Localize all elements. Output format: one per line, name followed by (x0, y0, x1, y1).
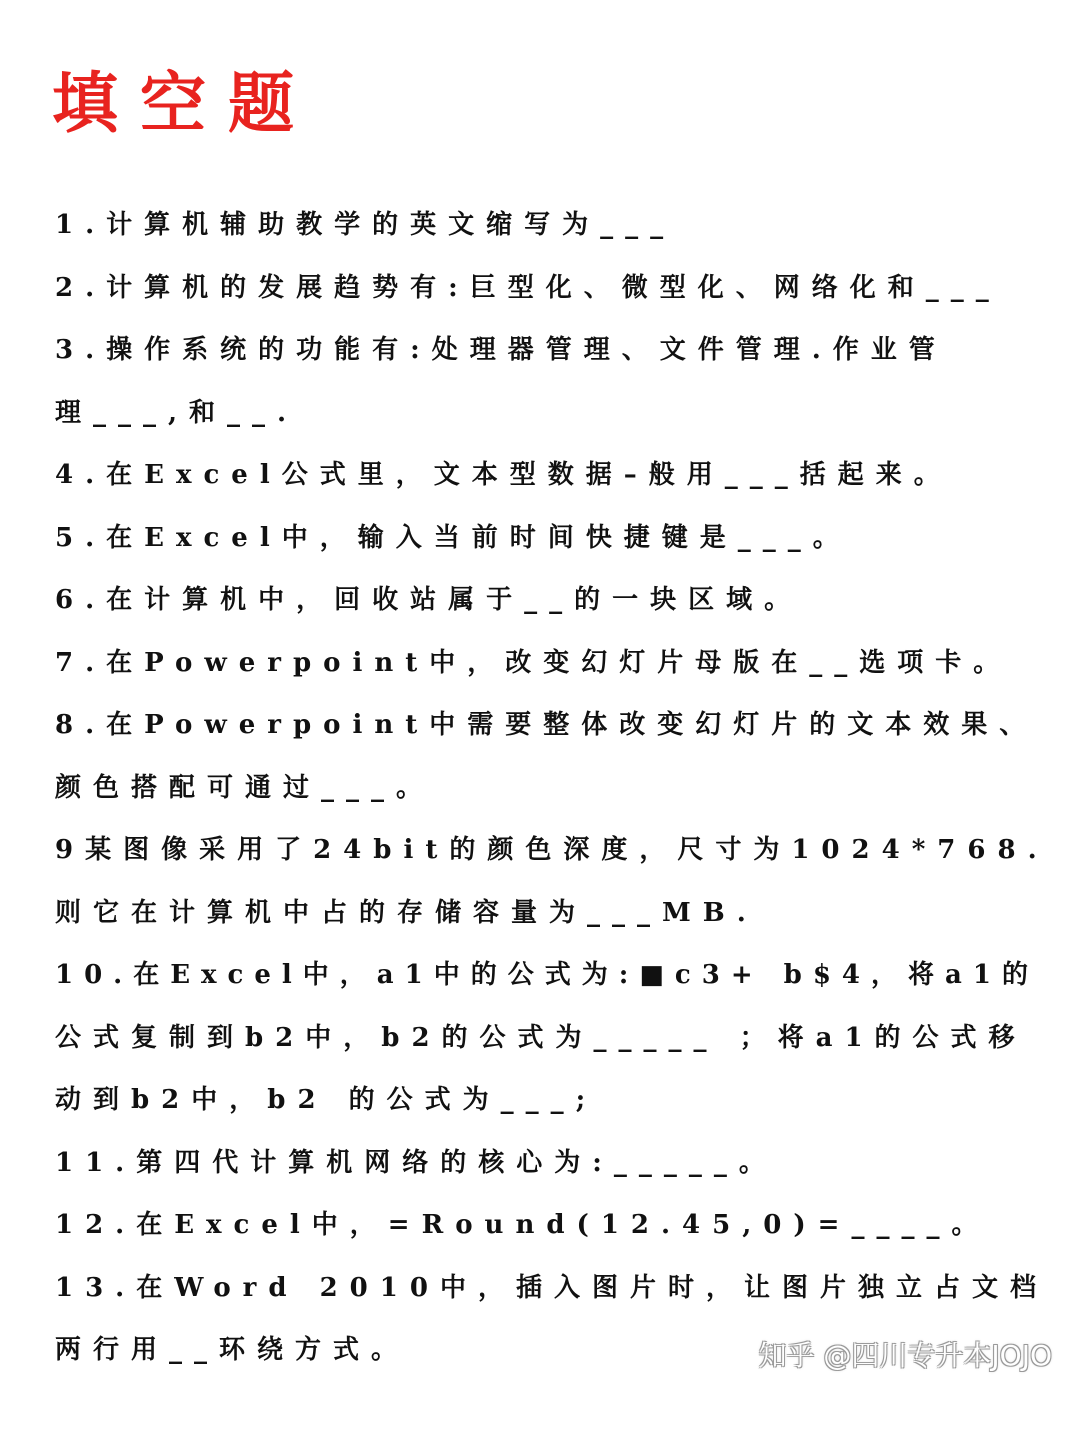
text-line: 10.在Excel中，a1中的公式为:■c3+ b$4，将a1的 (55, 960, 1039, 990)
text-line: 8.在Powerpoint中需要整体改变幻灯片的文本效果、 (55, 710, 1038, 740)
text-line: 12.在Excel中，=Round(12.45,0)=____。 (55, 1210, 990, 1240)
text-line: 理___,和__. (55, 397, 299, 428)
text-line: 3.操作系统的功能有:处理器管理、文件管理.作业管 (55, 335, 947, 365)
page-title: 填空题 (52, 65, 316, 142)
text-line: 2.计算机的发展趋势有:巨型化、微型化、网络化和___ (55, 272, 1001, 303)
text-line: 7.在Powerpoint中，改变幻灯片母版在__选项卡。 (55, 647, 1012, 678)
text-line: 动到b2中，b2 的公式为___; (55, 1085, 598, 1115)
text-line: 公式复制到b2中，b2的公式为_____ ；将a1的公式移 (55, 1022, 1027, 1053)
text-line: 9某图像采用了24bit的颜色深度，尺寸为1024*768. (55, 835, 1049, 865)
text-line: 6.在计算机中，回收站属于__的一块区域。 (55, 585, 803, 615)
watermark: 知乎 @四川专升本JOJO (758, 1339, 1052, 1372)
question-list (55, 194, 1065, 1382)
text-line: 5.在Excel中，输入当前时间快捷键是___。 (55, 522, 851, 553)
text-line: 13.在Word 2010中，插入图片时，让图片独立占文档 (55, 1272, 1048, 1303)
text-line: 1.计算机辅助教学的英文缩写为___ (55, 210, 676, 240)
text-line: 颜色搭配可通过___。 (55, 772, 435, 803)
text-line: 两行用__环绕方式。 (55, 1335, 410, 1365)
text-line: 4.在Excel公式里，文本型数据–般用___括起来。 (55, 460, 952, 490)
text-line: 11.第四代计算机网络的核心为:_____。 (55, 1147, 777, 1178)
text-line: 则它在计算机中占的存储容量为___MB. (55, 897, 758, 928)
